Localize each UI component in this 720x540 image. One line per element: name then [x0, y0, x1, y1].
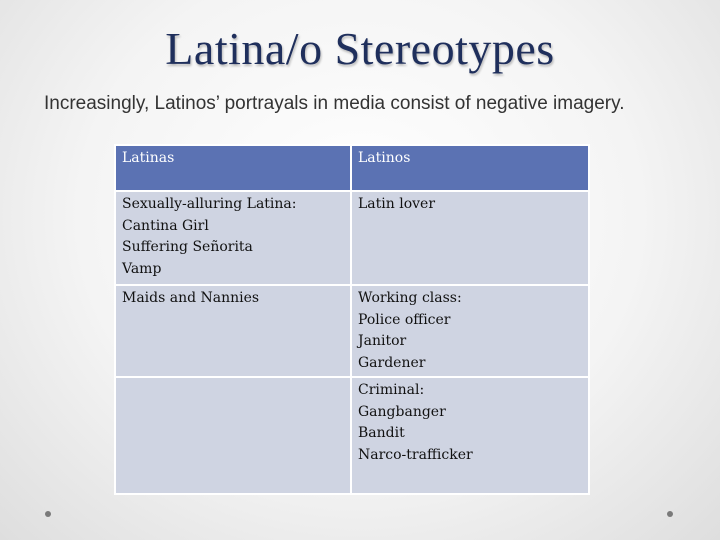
cell-text: Vamp	[122, 260, 162, 277]
cell-latinos	[351, 191, 589, 285]
cell-text: Working class:	[358, 290, 462, 306]
stereotypes-table	[114, 144, 590, 495]
cell-text: Gardener	[358, 354, 426, 371]
cell-text: Gangbanger	[358, 403, 446, 420]
cell-latinas	[115, 191, 351, 285]
decorative-dot-left	[45, 511, 51, 517]
cell-text: Janitor	[358, 333, 407, 349]
table-header-row	[115, 145, 589, 191]
cell-text: Narco-trafficker	[358, 446, 473, 463]
cell-text: Sexually-alluring Latina:	[122, 196, 297, 212]
cell-text: Criminal:	[358, 382, 425, 398]
slide-subtitle: Increasingly, Latinos’ portrayals in media consist of negative imagery.	[44, 93, 625, 114]
cell-text: Maids and Nannies	[122, 290, 260, 306]
cell-text: Police officer	[358, 311, 451, 328]
slide-title: Latina/o Stereotypes	[165, 23, 555, 74]
table-row	[115, 285, 589, 377]
table-row	[115, 191, 589, 285]
table-row	[115, 377, 589, 494]
cell-text: Latin lover	[358, 196, 436, 212]
cell-text: Cantina Girl	[122, 217, 209, 234]
cell-text: Suffering Señorita	[122, 239, 253, 255]
cell-text: Bandit	[358, 425, 405, 441]
header-latinas: Latinas	[115, 145, 351, 191]
cell-latinas	[115, 285, 351, 377]
header-latinos: Latinos	[351, 145, 589, 191]
cell-latinas-empty	[115, 377, 351, 494]
decorative-dot-right	[667, 511, 673, 517]
cell-latinos	[351, 285, 589, 377]
cell-latinos	[351, 377, 589, 494]
